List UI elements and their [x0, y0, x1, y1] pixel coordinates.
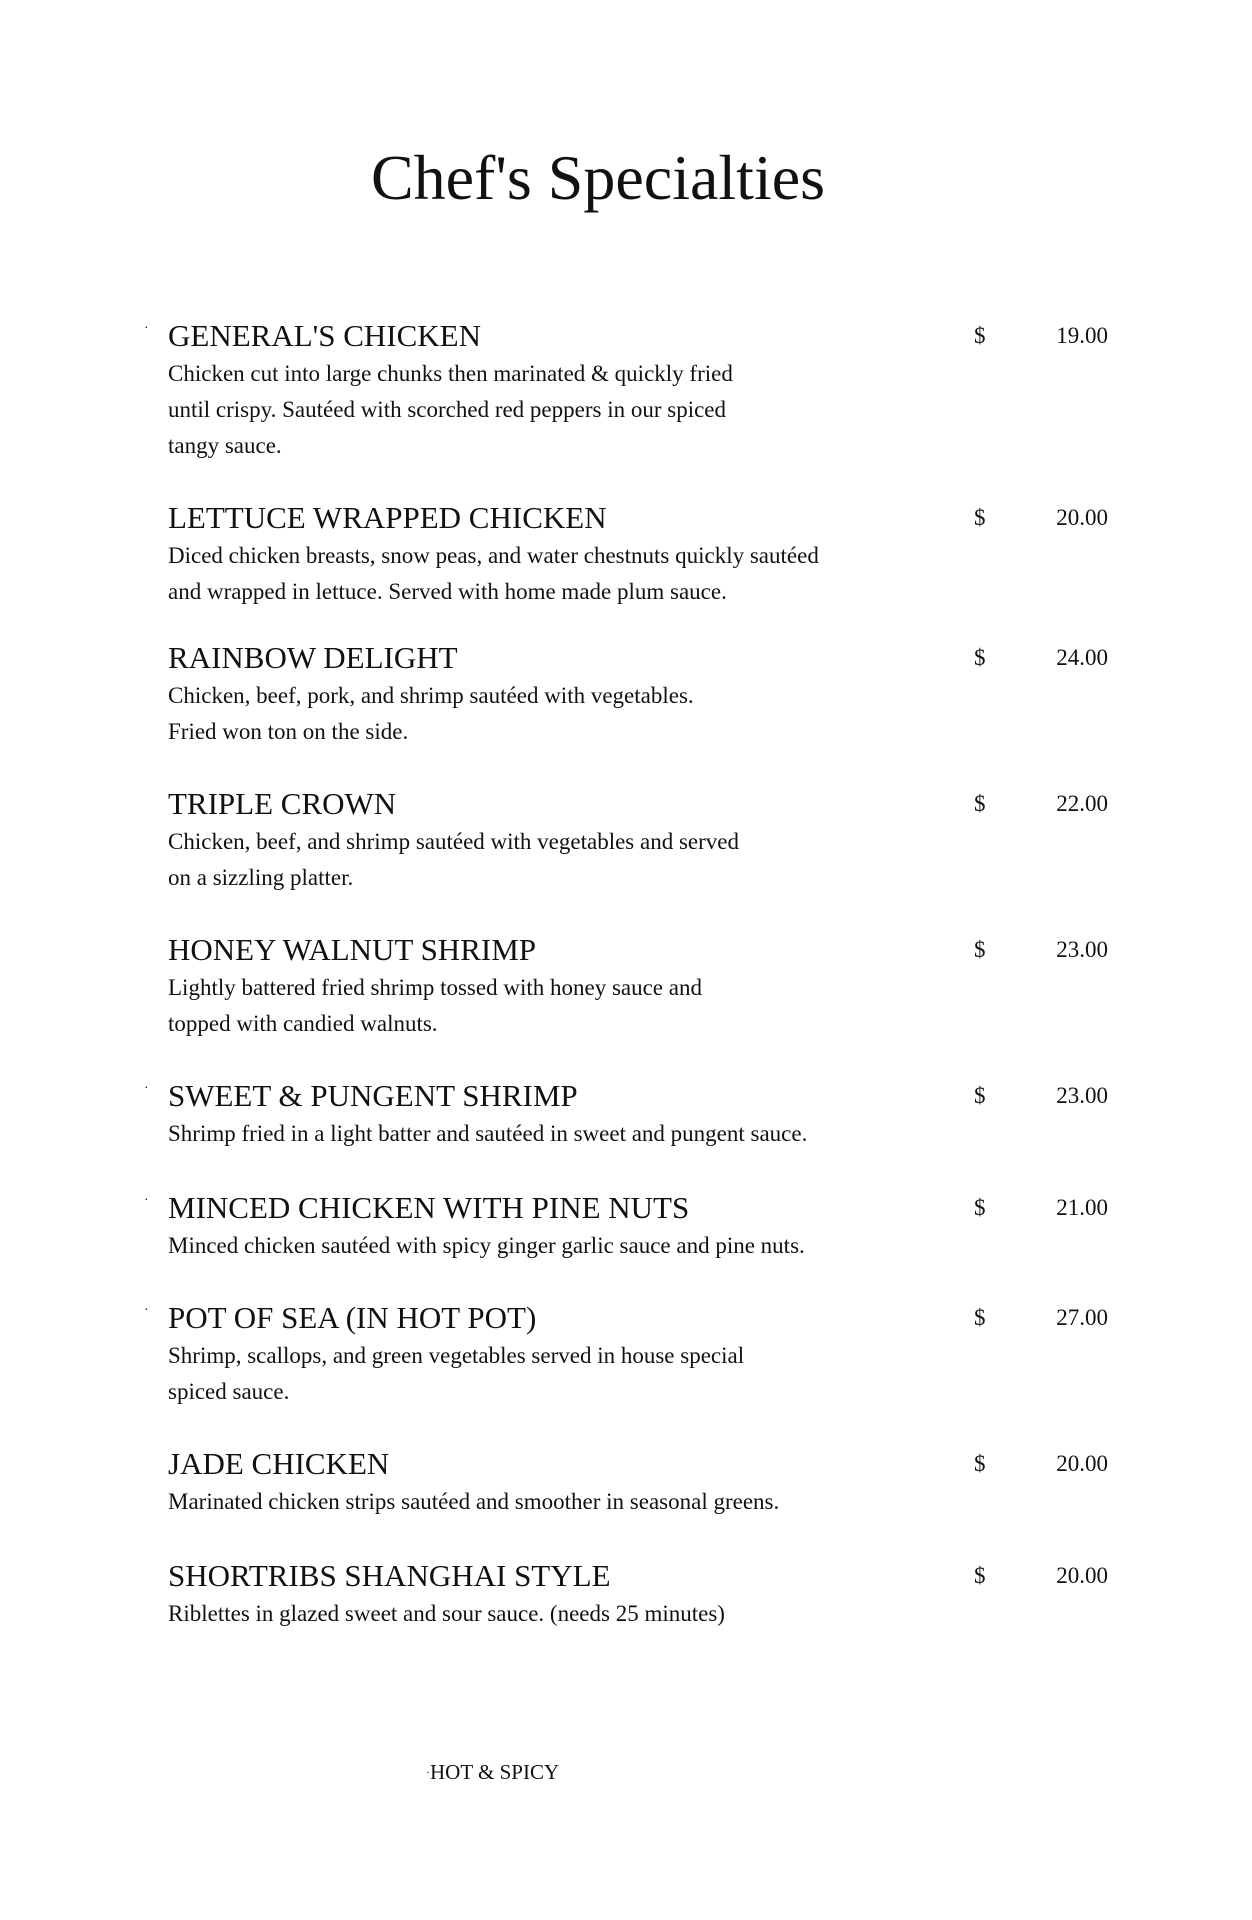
menu-item-price: 23.00 — [1056, 937, 1108, 962]
menu-item-price: 24.00 — [1056, 645, 1108, 670]
menu-item-description — [168, 1228, 908, 1264]
menu-item-description-line: Minced chicken sautéed with spicy ginger garlic sauce and pine nuts. — [168, 1233, 805, 1258]
menu-item-description-line: Chicken, beef, pork, and shrimp sautéed with vegetables. — [168, 683, 694, 708]
menu-item-name: POT OF SEA (IN HOT POT) — [168, 1300, 537, 1335]
page-title: Chef's Specialties — [370, 142, 826, 213]
menu-item-price: 21.00 — [1056, 1195, 1108, 1220]
menu-item — [168, 1558, 1108, 1632]
menu-item-name: TRIPLE CROWN — [168, 786, 397, 821]
menu-item-price: 19.00 — [1056, 323, 1108, 348]
menu-item-price: 20.00 — [1056, 1451, 1108, 1476]
menu-item-currency: $ — [974, 505, 986, 530]
menu-item — [168, 1300, 1108, 1410]
menu-item-name: LETTUCE WRAPPED CHICKEN — [168, 500, 607, 535]
menu-item — [168, 500, 1108, 610]
menu-item-description — [168, 824, 908, 896]
menu-item-currency: $ — [974, 645, 986, 670]
menu-item-description-line: topped with candied walnuts. — [168, 1011, 438, 1036]
menu-item-currency: $ — [974, 323, 986, 348]
menu-item-name: MINCED CHICKEN WITH PINE NUTS — [168, 1190, 690, 1225]
menu-item-name: HONEY WALNUT SHRIMP — [168, 932, 537, 967]
menu-item-description-line: Shrimp fried in a light batter and sautéed in sweet and pungent sauce. — [168, 1121, 808, 1146]
menu-item-name: GENERAL'S CHICKEN — [168, 318, 481, 353]
menu-item-description-line: Chicken, beef, and shrimp sautéed with vegetables and served — [168, 829, 739, 854]
menu-item-currency: $ — [974, 791, 986, 816]
menu-item-price: 22.00 — [1056, 791, 1108, 816]
spicy-indicator: · — [144, 1193, 149, 1208]
menu-item-description-line: Riblettes in glazed sweet and sour sauce. (needs 25 minutes) — [168, 1601, 725, 1626]
menu-item-description-line: Lightly battered fried shrimp tossed with honey sauce and — [168, 975, 702, 1000]
menu-item-price: 20.00 — [1056, 505, 1108, 530]
menu-item-price: 27.00 — [1056, 1305, 1108, 1330]
spicy-legend-text: HOT & SPICY — [430, 1760, 560, 1784]
menu-item-description — [168, 1484, 908, 1520]
menu-item-description — [168, 970, 908, 1042]
menu-item — [168, 786, 1108, 896]
menu-item-description-line: Diced chicken breasts, snow peas, and water chestnuts quickly sautéed — [168, 543, 819, 568]
menu-item — [168, 1446, 1108, 1520]
menu-item-description-line: Fried won ton on the side. — [168, 719, 409, 744]
menu-item-currency: $ — [974, 1195, 986, 1220]
menu-item-price: 20.00 — [1056, 1563, 1108, 1588]
spicy-indicator: · — [144, 1081, 149, 1096]
menu-item-name: JADE CHICKEN — [168, 1446, 390, 1481]
menu-item-description-line: until crispy. Sautéed with scorched red peppers in our spiced — [168, 397, 727, 422]
spicy-indicator: · — [144, 321, 149, 336]
menu-item-description-line: tangy sauce. — [168, 433, 282, 458]
menu-item — [168, 640, 1108, 750]
menu-item — [168, 1078, 1108, 1152]
menu-item-description — [168, 1116, 908, 1152]
menu-item-description-line: on a sizzling platter. — [168, 865, 354, 890]
menu-item-currency: $ — [974, 1563, 986, 1588]
spicy-indicator: · — [144, 1303, 149, 1318]
menu-item-description — [168, 356, 908, 464]
spicy-legend — [426, 1758, 559, 1786]
menu-item-description-line: Chicken cut into large chunks then marinated & quickly fried — [168, 361, 733, 386]
menu-item-description — [168, 1338, 908, 1410]
menu-item-description — [168, 538, 908, 610]
menu-item-description — [168, 678, 908, 750]
menu-item — [168, 932, 1108, 1042]
menu-item-description-line: spiced sauce. — [168, 1379, 290, 1404]
menu-item-price: 23.00 — [1056, 1083, 1108, 1108]
menu-item-description-line: and wrapped in lettuce. Served with home made plum sauce. — [168, 579, 727, 604]
menu-item-name: SWEET & PUNGENT SHRIMP — [168, 1078, 578, 1113]
menu-item-name: RAINBOW DELIGHT — [168, 640, 458, 675]
menu-item-description — [168, 1596, 908, 1632]
menu-item-name: SHORTRIBS SHANGHAI STYLE — [168, 1558, 611, 1593]
menu-item — [168, 318, 1108, 464]
spicy-legend-mark: · — [426, 1765, 430, 1779]
menu-item-currency: $ — [974, 937, 986, 962]
menu-item — [168, 1190, 1108, 1264]
menu-item-description-line: Marinated chicken strips sautéed and smoother in seasonal greens. — [168, 1489, 780, 1514]
menu-item-currency: $ — [974, 1083, 986, 1108]
menu-item-currency: $ — [974, 1305, 986, 1330]
menu-item-description-line: Shrimp, scallops, and green vegetables served in house special — [168, 1343, 745, 1368]
menu-item-currency: $ — [974, 1451, 986, 1476]
